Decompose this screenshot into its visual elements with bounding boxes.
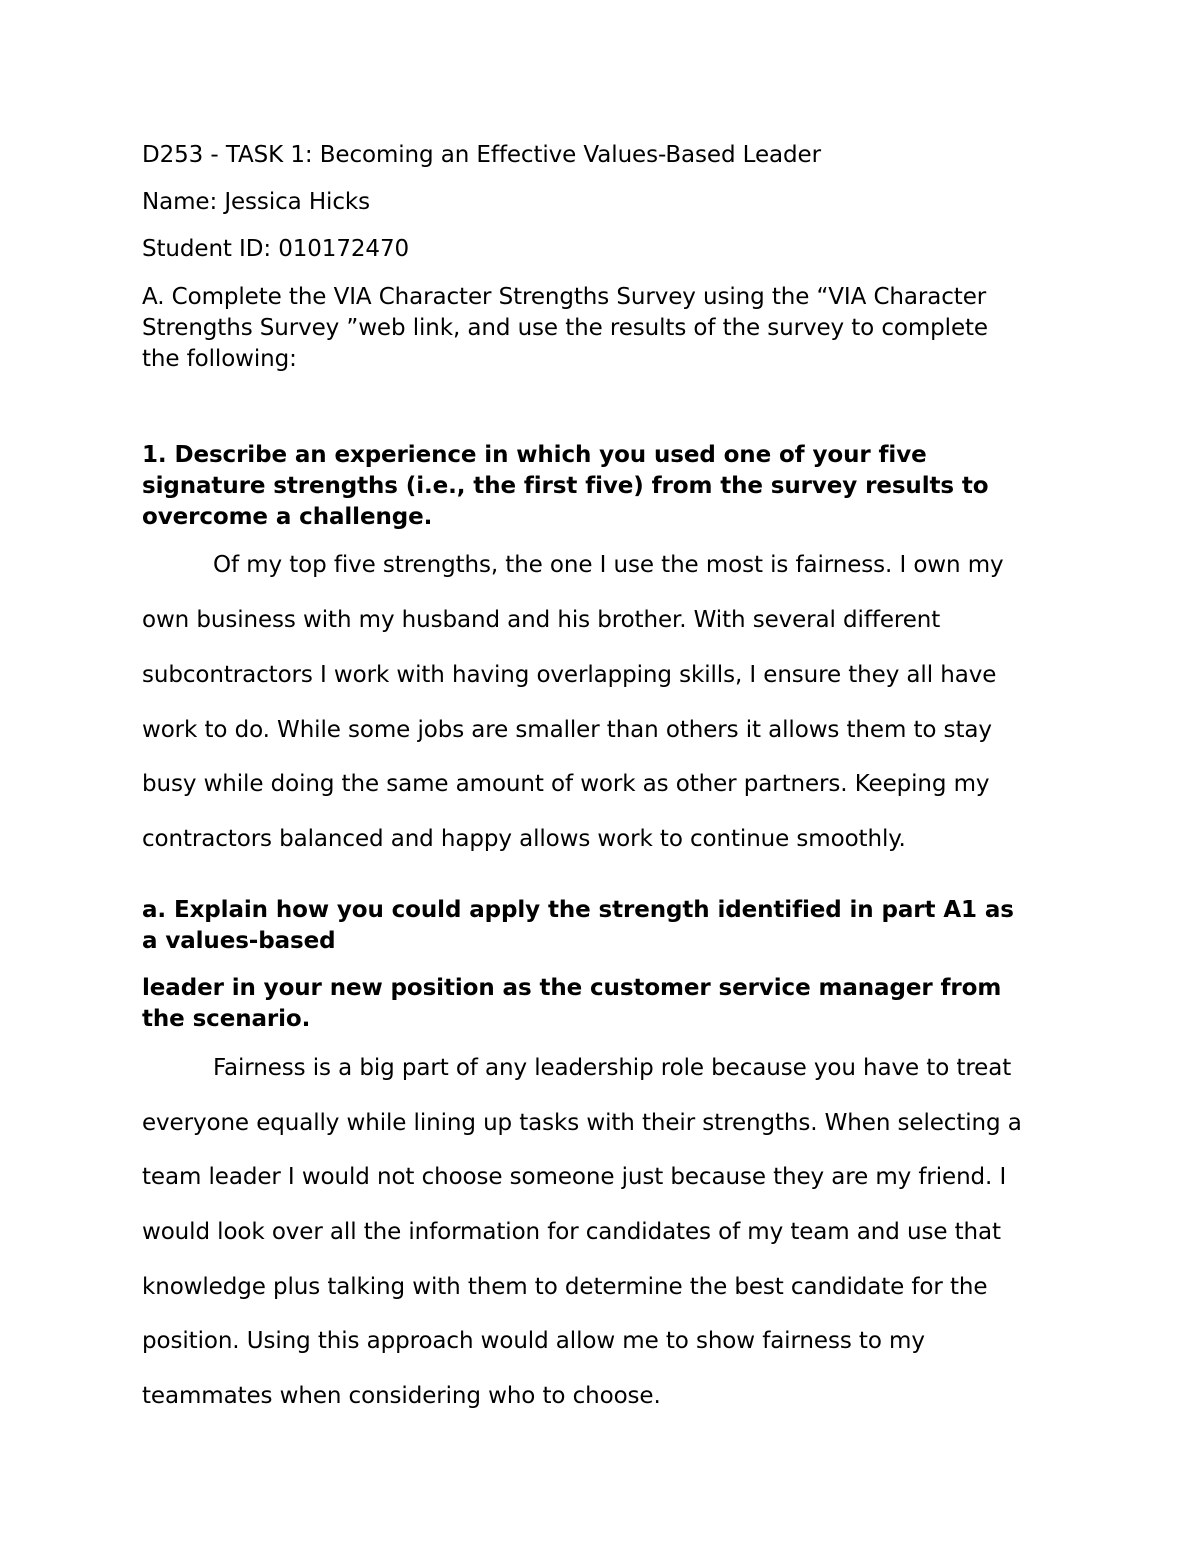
student-id: Student ID: 010172470 [142, 236, 410, 262]
question-1a-heading-line: a values-based [142, 928, 336, 954]
question-1-heading-line: 1. Describe an experience in which you used one of your five [142, 442, 927, 468]
question-1a-answer-line: Fairness is a big part of any leadership role because you have to treat [213, 1055, 1012, 1081]
question-1a-answer-line: would look over all the information for candidates of my team and use that [142, 1219, 1001, 1245]
question-1a-answer-line: team leader I would not choose someone just because they are my friend. I [142, 1164, 1007, 1190]
question-1-answer-line: work to do. While some jobs are smaller than others it allows them to stay [142, 717, 992, 743]
question-1a-answer-line: position. Using this approach would allow me to show fairness to my [142, 1328, 925, 1354]
question-1-answer-line: subcontractors I work with having overlapping skills, I ensure they all have [142, 662, 997, 688]
question-1a-answer-line: everyone equally while lining up tasks with their strengths. When selecting a [142, 1110, 1022, 1136]
section-a-prompt-line: Strengths Survey ”web link, and use the results of the survey to complete [142, 315, 988, 341]
question-1-answer-line: contractors balanced and happy allows work to continue smoothly. [142, 826, 906, 852]
section-a-prompt-line: A. Complete the VIA Character Strengths Survey using the “VIA Character [142, 284, 987, 310]
question-1a-heading-line: the scenario. [142, 1006, 311, 1032]
question-1-heading-line: signature strengths (i.e., the first five) from the survey results to [142, 473, 989, 499]
student-name: Name: Jessica Hicks [142, 189, 370, 215]
section-a-prompt-line: the following: [142, 346, 297, 372]
question-1a-answer-line: knowledge plus talking with them to determine the best candidate for the [142, 1274, 988, 1300]
question-1-heading-line: overcome a challenge. [142, 504, 433, 530]
document-title: D253 - TASK 1: Becoming an Effective Values-Based Leader [142, 142, 821, 168]
question-1a-heading-line: leader in your new position as the customer service manager from [142, 975, 1002, 1001]
question-1-answer-line: busy while doing the same amount of work as other partners. Keeping my [142, 771, 990, 797]
question-1a-heading-line: a. Explain how you could apply the strength identified in part A1 as [142, 897, 1014, 923]
question-1a-answer-line: teammates when considering who to choose. [142, 1383, 661, 1409]
question-1-answer-line: Of my top five strengths, the one I use the most is fairness. I own my [213, 552, 1004, 578]
question-1-answer-line: own business with my husband and his brother. With several different [142, 607, 941, 633]
